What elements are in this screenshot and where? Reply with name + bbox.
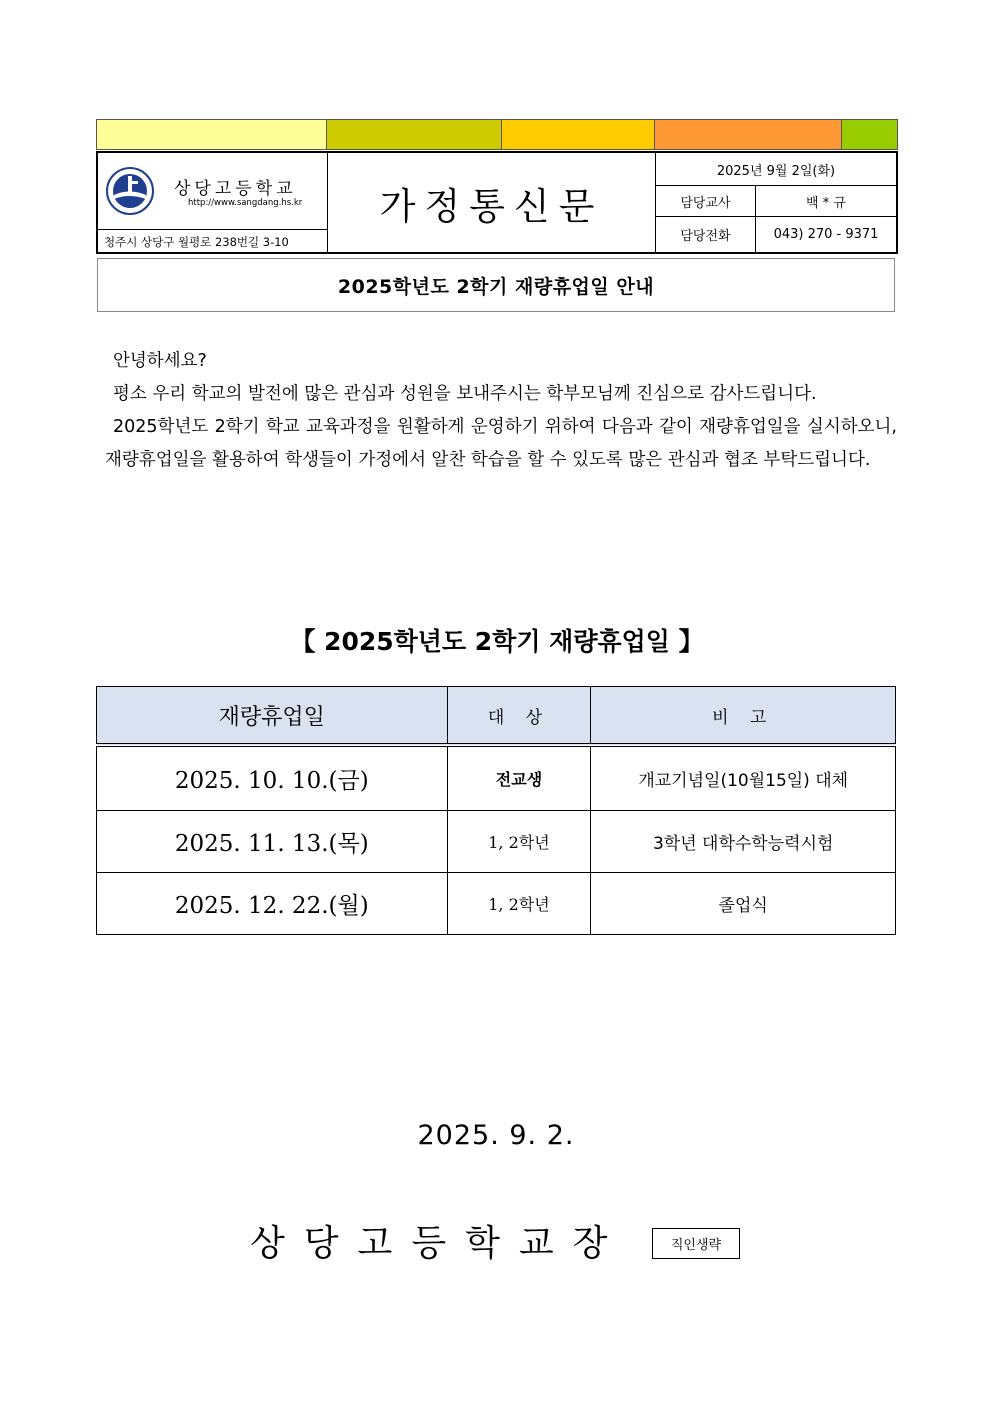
column-header: 대 상 xyxy=(447,687,591,746)
holiday-note: 3학년 대학수학능력시험 xyxy=(591,810,896,872)
school-url[interactable]: http://www.sangdang.hs.kr xyxy=(188,198,303,208)
body-paragraph: 평소 우리 학교의 발전에 많은 관심과 성원을 보내주시는 학부모님께 진심으로 감사드립니다. xyxy=(113,384,817,404)
holiday-target: 전교생 xyxy=(447,745,591,810)
phone-value: 043) 270 - 9371 xyxy=(773,227,879,242)
holiday-note: 졸업식 xyxy=(591,872,896,934)
strip-segment xyxy=(842,120,897,149)
teacher-value: 백 * 규 xyxy=(756,186,896,217)
school-info xyxy=(98,153,328,252)
greeting: 안녕하세요? xyxy=(113,351,207,371)
strip-segment xyxy=(655,120,842,149)
school-name: 상당고등학교 xyxy=(174,179,297,199)
notice-title: 2025학년도 2학기 재량휴업일 안내 xyxy=(97,258,895,312)
column-header: 재량휴업일 xyxy=(97,687,448,746)
table-header-row xyxy=(97,687,896,746)
school-logo-icon xyxy=(105,166,155,216)
phone-label: 담당전화 xyxy=(656,217,756,252)
header-color-strip xyxy=(96,119,898,150)
notice-body xyxy=(105,345,897,477)
issue-date: 2025년 9월 2일(화) xyxy=(656,153,896,186)
table-row xyxy=(97,745,896,810)
holiday-date: 2025. 10. 10.(금) xyxy=(97,745,448,810)
newsletter-header xyxy=(96,151,898,254)
strip-segment xyxy=(97,120,327,149)
footer-date: 2025. 9. 2. xyxy=(417,1120,575,1151)
column-header: 비 고 xyxy=(591,687,896,746)
address-divider xyxy=(98,229,327,230)
holiday-target: 1, 2학년 xyxy=(447,810,591,872)
table-row xyxy=(97,872,896,934)
school-address: 청주시 상당구 월평로 238번길 3-10 xyxy=(104,235,289,249)
strip-segment xyxy=(327,120,502,149)
schedule-table xyxy=(96,686,896,935)
schedule-heading: 【 2025학년도 2학기 재량휴업일 】 xyxy=(290,627,704,656)
holiday-note: 개교기념일(10월15일) 대체 xyxy=(591,745,896,810)
holiday-target: 1, 2학년 xyxy=(447,872,591,934)
teacher-label: 담당교사 xyxy=(656,186,756,217)
holiday-date: 2025. 12. 22.(월) xyxy=(97,872,448,934)
newsletter-title: 가정통신문 xyxy=(328,153,656,252)
holiday-date: 2025. 11. 13.(목) xyxy=(97,810,448,872)
principal-signature: 상당고등학교장 xyxy=(250,1223,627,1264)
strip-segment xyxy=(502,120,655,149)
contact-info xyxy=(656,153,896,252)
table-row xyxy=(97,810,896,872)
seal-omitted-box: 직인생략 xyxy=(652,1228,740,1259)
body-paragraph: 2025학년도 2학기 학교 교육과정을 원활하게 운영하기 위하여 다음과 같이 재량휴업일을 실시하오니, 재량휴업일을 활용하여 학생들이 가정에서 알찬 학습을 할 수 있도록 많은 관심과 협조 부탁드립니다. xyxy=(105,417,897,470)
